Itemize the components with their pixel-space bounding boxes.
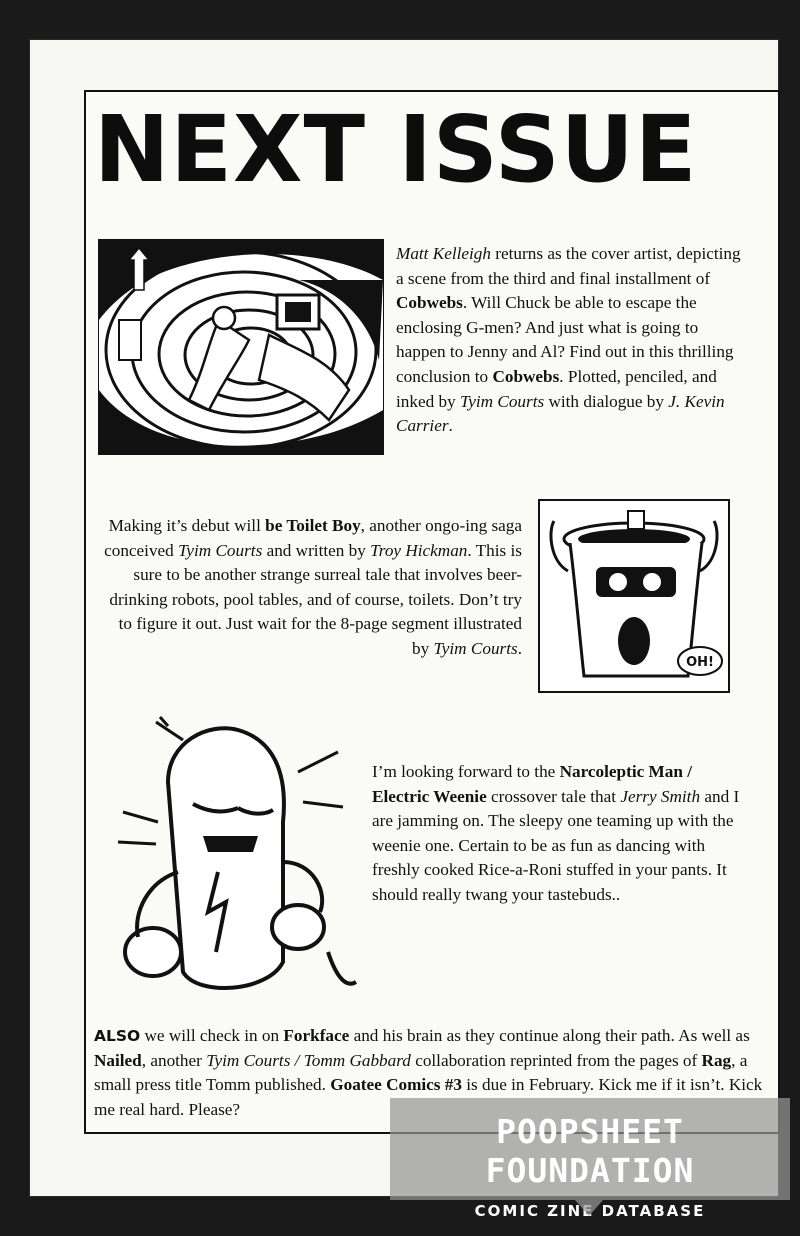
- creator-names: Tyim Courts / Tomm Gabbard: [206, 1050, 411, 1070]
- electric-weenie-svg: [98, 712, 358, 1002]
- watermark-overlay: [390, 1098, 790, 1220]
- toilet-boy-illustration: [538, 499, 730, 693]
- series-title: Goatee Comics #3: [330, 1075, 462, 1095]
- artist-name: Tyim Courts: [178, 540, 263, 560]
- series-title: Rag: [701, 1050, 732, 1070]
- page-frame: [84, 90, 780, 1134]
- cobwebs-paragraph: [396, 242, 746, 439]
- text-span: and I are jamming on. The sleepy one teaming up with the weenie one. Certain to be as fun as dancing with freshly cooked Rice-a-Roni stuffed in your pants. It should really twang your tastebuds..: [372, 786, 740, 904]
- text-span: .: [517, 638, 522, 658]
- text-span: Making it’s debut will: [108, 516, 266, 535]
- toilet-sound-effect: OH!: [686, 655, 714, 670]
- electric-weenie-illustration: [98, 712, 358, 1002]
- text-span: collaboration reprinted from the pages of: [410, 1050, 702, 1070]
- text-span: . Plotted, penciled, and inked by: [396, 366, 717, 411]
- text-span: we will check in on: [140, 1026, 284, 1045]
- text-span: and written by: [262, 540, 371, 560]
- artist-name: Tyim Courts: [459, 391, 545, 411]
- zine-page: [30, 40, 778, 1196]
- toilet-boy-paragraph: [98, 514, 522, 662]
- text-span: . Will Chuck be able to escape the enclosing G-men? And just what is going to happen to Jenny and Al? Find out in this thrilling conclusion to: [396, 293, 734, 386]
- text-span: , another: [141, 1050, 207, 1070]
- cobwebs-cover-illustration: [98, 239, 384, 455]
- text-span: and his brain as they continue along their path. As well as: [349, 1026, 750, 1045]
- text-span: I’m looking forward to the: [372, 762, 560, 781]
- also-label: ALSO: [94, 1027, 141, 1045]
- writer-name: J. Kevin Carrier: [396, 391, 725, 436]
- series-title: Forkface: [283, 1026, 350, 1045]
- series-title: Nailed: [94, 1050, 142, 1070]
- text-span: .: [448, 416, 453, 436]
- text-span: , a small press title Tomm published.: [94, 1050, 748, 1095]
- text-span: is due in February. Kick me if it isn’t. Kick me real hard. Please?: [94, 1075, 763, 1119]
- text-span: with dialogue by: [544, 391, 669, 411]
- series-title: Cobwebs: [492, 366, 560, 386]
- watermark-subtitle: COMIC ZINE DATABASE: [474, 1202, 706, 1220]
- artist-name: Matt Kelleigh: [396, 244, 491, 263]
- artist-name: Tyim Courts: [433, 638, 518, 658]
- series-title: Narcoleptic Man / Electric Weenie: [372, 762, 692, 806]
- cobwebs-illustration-svg: [99, 240, 383, 454]
- page-title: NEXT ISSUE: [94, 96, 698, 203]
- writer-name: Troy Hickman: [370, 540, 468, 560]
- watermark-pointer: [575, 1200, 603, 1216]
- electric-weenie-paragraph: [372, 760, 752, 908]
- watermark-title: POOPSHEET FOUNDATION: [485, 1112, 695, 1190]
- text-span: . This is sure to be another strange surreal tale that involves beer-drinking robots, pool tables, and of course, toilets. Don’t try to figure it out. Just wait for the 8-page segment illustrated by: [109, 540, 522, 658]
- collaborator-name: Jerry Smith: [620, 786, 701, 806]
- series-title: be Toilet Boy: [265, 516, 361, 535]
- series-title: Cobwebs: [396, 293, 463, 313]
- toilet-boy-svg: [540, 501, 728, 691]
- text-span: returns as the cover artist, depicting a scene from the third and final installment of: [396, 244, 741, 288]
- text-span: crossover tale that: [486, 786, 621, 806]
- text-span: , another ongo-ing saga conceived: [104, 516, 522, 560]
